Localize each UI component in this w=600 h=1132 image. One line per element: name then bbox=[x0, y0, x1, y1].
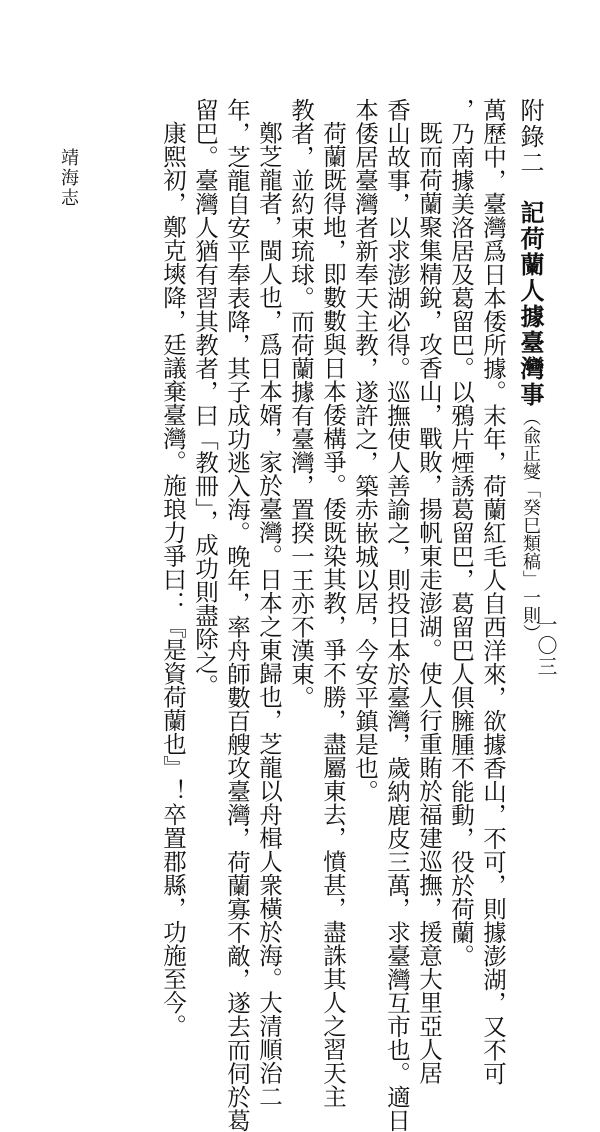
text-column-11: 康熙初，鄭克塽降，廷議棄臺灣。施琅力爭曰：『是資荷蘭也』！卒置郡縣，功施至今。 bbox=[159, 121, 187, 1038]
text-column-4: 香山故事，以求澎湖必得。巡撫使人善諭之，則投日本於臺灣，歲納鹿皮三萬，求臺灣互市也。適日 bbox=[383, 98, 411, 1132]
section-source-note: （兪正燮「癸巳類稿」一則） bbox=[520, 408, 541, 642]
section-heading bbox=[514, 98, 546, 642]
text-column-10: 留巴。臺灣人猶有習其教者，曰「教冊」，成功則盡除之。 bbox=[191, 98, 219, 698]
section-title: 記荷蘭人據臺灣事 bbox=[516, 200, 545, 408]
text-column-6: 荷蘭既得地，即數數與日本倭構爭。倭既染其教，爭不勝，盡屬東去，憤甚，盡誅其人之習天主 bbox=[319, 121, 347, 1108]
text-column-5: 本倭居臺灣者新奉天主教，遂許之，築赤嵌城以居，今安平鎮是也。 bbox=[351, 98, 379, 803]
text-column-2: ，乃南據美洛居及葛留巴。以鴉片煙誘葛留巴，葛留巴人俱臃腫不能動，役於荷蘭。 bbox=[447, 98, 475, 968]
text-column-8: 鄭芝龍者，閩人也，爲日本婿，家於臺灣。日本之東歸也，芝龍以舟楫人衆橫於海。大清順治二 bbox=[255, 121, 283, 1108]
text-column-9: 年，芝龍自安平奉表降，其子成功逃入海。晚年，率舟師數百艘攻臺灣，荷蘭寡不敵，遂去而伺於葛 bbox=[223, 98, 251, 1132]
page-number: 一〇三 bbox=[534, 614, 558, 677]
text-column-7: 教者，並約束琉球。而荷蘭據有臺灣，置揆一王亦不漢東。 bbox=[287, 98, 315, 709]
running-book-title: 靖海志 bbox=[58, 148, 79, 208]
appendix-label: 附錄二 bbox=[516, 98, 544, 176]
text-column-1: 萬歷中，臺灣爲日本倭所據。末年，荷蘭紅毛人自西洋來，欲據香山，不可，則據澎湖，又不可 bbox=[479, 98, 507, 1085]
text-column-3: 既而荷蘭聚集精銳，攻香山，戰敗，揚帆東走澎湖。使人行重賄於福建巡撫，援意大里亞人居 bbox=[415, 121, 443, 1085]
